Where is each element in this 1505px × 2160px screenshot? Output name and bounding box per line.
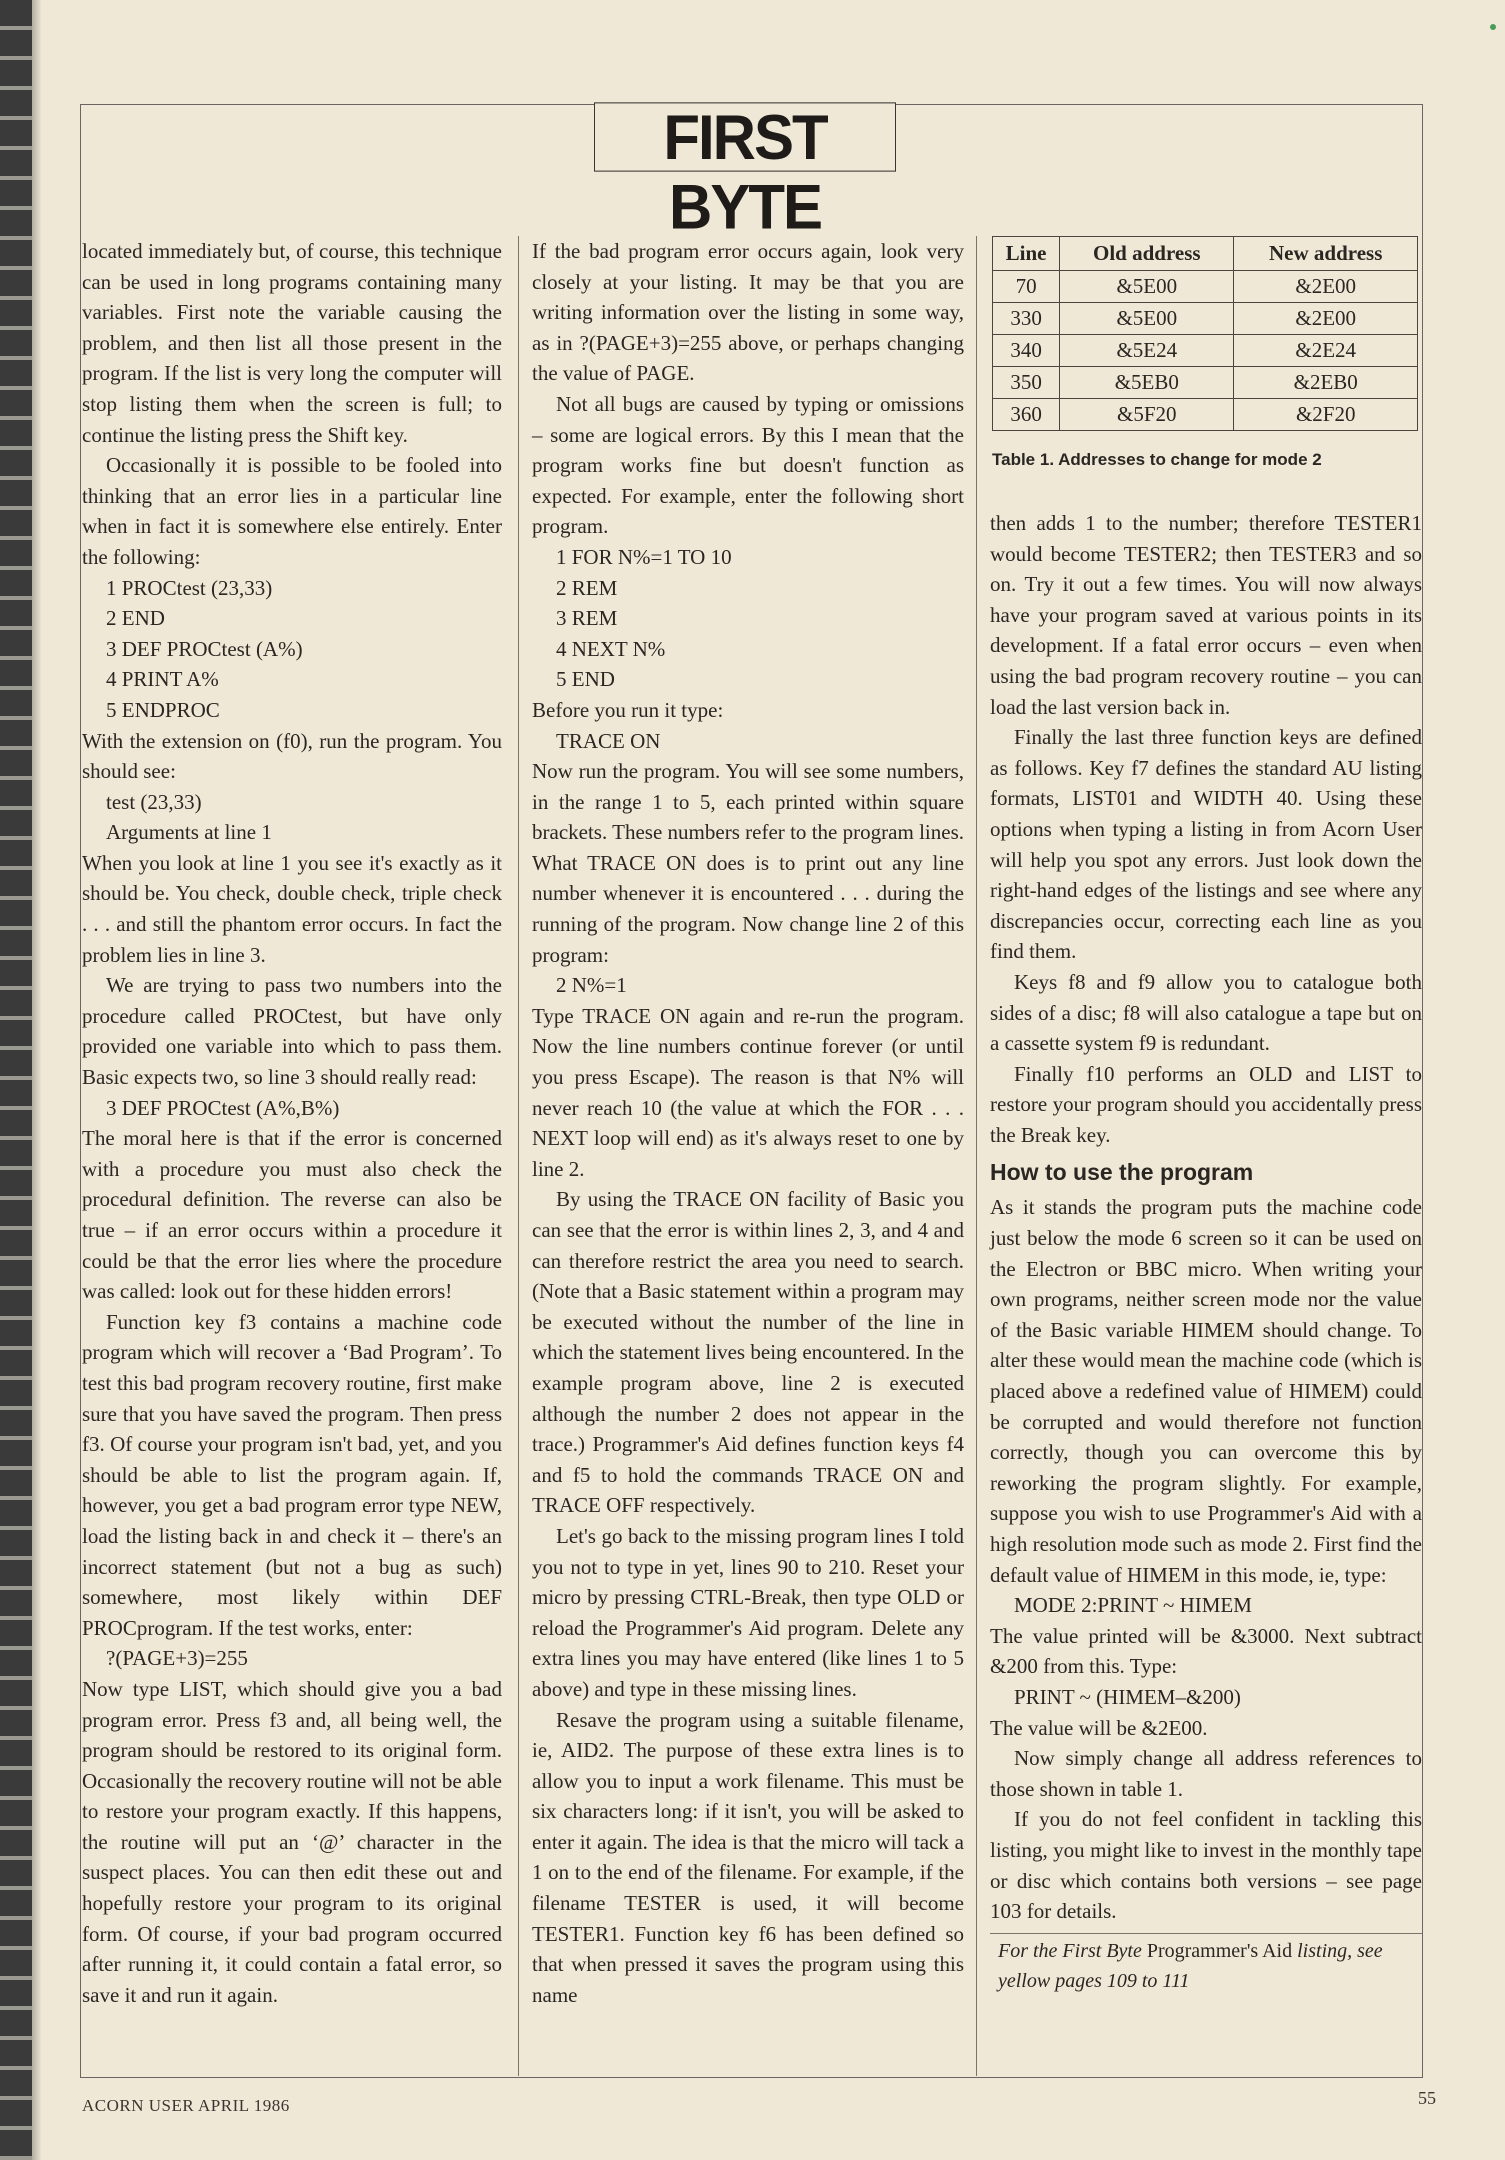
- code-line: 3 REM: [556, 606, 618, 631]
- article-column-3: [990, 508, 1422, 1996]
- listing-footnote: [998, 1936, 1422, 1996]
- table-cell: &5EB0: [1060, 367, 1234, 399]
- paragraph: Resave the program using a suitable filename, ie, AID2. The purpose of these extra lines is to allow you to input a work filename. This must be six characters long: if it isn't, you will be asked to enter it again. The idea is that the micro will tack a 1 on to the end of the filename. For example, if the filename TESTER is used, it will become TESTER1. Function key f6 has been defined so that when pressed it saves the program using this name: [532, 1707, 964, 2007]
- code-line: 3 DEF PROCtest (A%,B%): [106, 1095, 340, 1120]
- code-line: test (23,33): [106, 789, 202, 814]
- paragraph: Now run the program. You will see some numbers, in the range 1 to 5, each printed within square brackets. These numbers refer to the program lines. What TRACE ON does is to print out any line number whenever it is encountered . . . during the running of the program. Now change line 2 of this program:: [532, 759, 964, 967]
- footnote-part: listing, see yellow pages 109 to 111: [998, 1939, 1383, 1992]
- paragraph: We are trying to pass two numbers into the procedure called PROCtest, but have only provided one variable into which to pass them. Basic expects two, so line 3 should really read:: [82, 973, 502, 1090]
- footnote-part: For the First Byte: [998, 1939, 1147, 1962]
- table-cell: &5E24: [1060, 335, 1234, 367]
- paragraph: Function key f3 contains a machine code program which will recover a ‘Bad Program’. To test this bad program recovery routine, first make sure that you have saved the program. Then press f3. Of course your program isn't bad, yet, and you should be able to list the program again. If, however, you get a bad program error type NEW, load the listing back in and check it – there's an incorrect statement (but not a bug as such) somewhere, most likely within DEF PROCprogram. If the test works, enter:: [82, 1309, 502, 1640]
- code-line: Arguments at line 1: [106, 820, 272, 845]
- paragraph: If the bad program error occurs again, look very closely at your listing. It may be that you are writing information over the listing in some way, as in ?(PAGE+3)=255 above, or perhaps changing the value of PAGE.: [532, 239, 964, 386]
- paragraph: Type TRACE ON again and re-run the program. Now the line numbers continue forever (or until you press Escape). The reason is that N% will never reach 10 (the value at which the FOR . . . NEXT loop will end) as it's always reset to one by line 2.: [532, 1003, 964, 1181]
- paragraph: located immediately but, of course, this technique can be used in long programs containing many variables. First note the variable causing the problem, and then list all those present in the program. If the list is very long the computer will stop listing them when the screen is full; to continue the listing press the Shift key.: [82, 239, 502, 447]
- code-line: 3 DEF PROCtest (A%): [106, 636, 303, 661]
- paragraph: Keys f8 and f9 allow you to catalogue both sides of a disc; f8 will also catalogue a tape but on a cassette system f9 is redundant.: [990, 969, 1422, 1056]
- code-line: 5 END: [556, 667, 615, 692]
- paragraph: The value printed will be &3000. Next subtract &200 from this. Type:: [990, 1623, 1422, 1679]
- corner-mark: [1490, 24, 1496, 30]
- column-3-body: [990, 508, 1422, 1927]
- code-line: ?(PAGE+3)=255: [106, 1646, 248, 1671]
- code-line: PRINT ~ (HIMEM–&200): [1014, 1684, 1241, 1709]
- address-table: [992, 236, 1418, 431]
- code-line: 5 ENDPROC: [106, 697, 220, 722]
- paragraph: Now simply change all address references to those shown in table 1.: [990, 1746, 1422, 1801]
- table-row: [993, 335, 1418, 367]
- table-cell: &2EB0: [1234, 367, 1418, 399]
- table-cell: 70: [993, 271, 1060, 303]
- footnote-divider: [990, 1933, 1422, 1934]
- table-cell: 330: [993, 303, 1060, 335]
- paragraph: As it stands the program puts the machine code just below the mode 6 screen so it can be used on the Electron or BBC micro. When writing your own programs, neither screen mode nor the value of the Basic variable HIMEM should change. To alter these would mean the machine code (which is placed above a redefined value of HIMEM) could be corrupted and would therefore not function correctly, though you can overcome this by reworking the program slightly. For example, suppose you wish to use Programmer's Aid with a high resolution mode such as mode 2. First find the default value of HIMEM in this mode, ie, type:: [990, 1195, 1422, 1587]
- page-number: 55: [1418, 2088, 1436, 2108]
- table-cell: 360: [993, 399, 1060, 431]
- table-header-cell: Old address: [1060, 237, 1234, 271]
- article-column-2: [532, 236, 964, 2010]
- paragraph: The moral here is that if the error is concerned with a procedure you must also check the procedural definition. The reverse can also be true – if an error occurs within a procedure it could be that the error lies where the procedure was called: look out for these hidden errors!: [82, 1126, 502, 1304]
- table-row: [993, 399, 1418, 431]
- table-row: [993, 271, 1418, 303]
- code-line: 2 N%=1: [556, 973, 627, 998]
- section-heading: How to use the program: [990, 1159, 1254, 1186]
- paragraph: Now type LIST, which should give you a bad program error. Press f3 and, all being well, the program should be restored to its original form. Occasionally the recovery routine will not be able to restore your program exactly. If this happens, the routine will put an ‘@’ character in the suspect places. You can then edit these out and hopefully restore your program to its original form. Of course, if your bad program occurred after running it, it could contain a fatal error, so save it and run it again.: [82, 1676, 502, 2007]
- paragraph: If you do not feel confident in tackling this listing, you might like to invest in the monthly tape or disc which contains both versions – see page 103 for details.: [990, 1807, 1422, 1924]
- table-cell: &2F20: [1234, 399, 1418, 431]
- paragraph: Finally f10 performs an OLD and LIST to restore your program should you accidentally press the Break key.: [990, 1061, 1422, 1147]
- table-cell: &2E00: [1234, 271, 1418, 303]
- table-cell: &2E00: [1234, 303, 1418, 335]
- paragraph: Not all bugs are caused by typing or omissions – some are logical errors. By this I mean that the program works fine but doesn't function as expected. For example, enter the following short program.: [532, 391, 964, 539]
- column-divider: [518, 236, 519, 2076]
- paragraph: Before you run it type:: [532, 697, 724, 722]
- column-divider: [976, 236, 977, 2076]
- code-line: 1 FOR N%=1 TO 10: [556, 544, 732, 569]
- paragraph: By using the TRACE ON facility of Basic you can see that the error is within lines 2, 3, and 4 and can therefore restrict the area you need to search. (Note that a Basic statement within a program may be executed without the number of the line in which the statement lives being encountered. In the example program above, line 2 is executed although the number 2 does not appear in the trace.) Programmer's Aid defines function keys f4 and f5 to hold the commands TRACE ON and TRACE OFF respectively.: [532, 1187, 964, 1518]
- page-binding-edge: [0, 0, 32, 2160]
- paragraph: Let's go back to the missing program lines I told you not to type in yet, lines 90 to 210. Reset your micro by pressing CTRL-Break, then type OLD or reload the Programmer's Aid program. Delete any extra lines you may have entered (like lines 1 to 5 above) and type in these missing lines.: [532, 1523, 964, 1701]
- code-line: 2 END: [106, 606, 165, 631]
- paragraph: Occasionally it is possible to be fooled into thinking that an error lies in a particular line when in fact it is somewhere else entirely. Enter the following:: [82, 453, 502, 569]
- paragraph: The value will be &2E00.: [990, 1715, 1208, 1740]
- table-cell: &5E00: [1060, 271, 1234, 303]
- table-cell: &5F20: [1060, 399, 1234, 431]
- code-line: 4 NEXT N%: [556, 636, 666, 661]
- table-header-cell: Line: [993, 237, 1060, 271]
- footnote-part: Programmer's Aid: [1146, 1939, 1293, 1962]
- table-header-row: [993, 237, 1418, 271]
- code-line: TRACE ON: [556, 728, 661, 753]
- paragraph: Finally the last three function keys are defined as follows. Key f7 defines the standard AU listing formats, LIST01 and WIDTH 40. Using these options when typing a listing in from Acorn User will help you spot any errors. Just look down the right-hand edges of the listings and see where any discrepancies occur, correcting each line as you find them.: [990, 725, 1422, 964]
- table-row: [993, 303, 1418, 335]
- table-cell: &2E24: [1234, 335, 1418, 367]
- table-cell: &5E00: [1060, 303, 1234, 335]
- table-header-cell: New address: [1234, 237, 1418, 271]
- paragraph: then adds 1 to the number; therefore TESTER1 would become TESTER2; then TESTER3 and so on. Try it out a few times. You will now always have your program saved at various points in its development. If a fatal error occurs – even when using the bad program recovery routine – you can load the last version back in.: [990, 511, 1422, 719]
- table-caption: Table 1. Addresses to change for mode 2: [992, 450, 1322, 469]
- article-column-1: [82, 236, 502, 2010]
- table-cell: 340: [993, 335, 1060, 367]
- paragraph: When you look at line 1 you see it's exactly as it should be. You check, double check, triple check . . . and still the phantom error occurs. In fact the problem lies in line 3.: [82, 850, 502, 967]
- code-line: 4 PRINT A%: [106, 667, 219, 692]
- paragraph: With the extension on (f0), run the program. You should see:: [82, 728, 502, 784]
- code-line: MODE 2:PRINT ~ HIMEM: [1014, 1593, 1252, 1618]
- table-row: [993, 367, 1418, 399]
- page-title: FIRST BYTE: [594, 102, 896, 171]
- magazine-footer: ACORN USER APRIL 1986: [82, 2096, 290, 2115]
- table-cell: 350: [993, 367, 1060, 399]
- code-line: 2 REM: [556, 575, 618, 600]
- code-line: 1 PROCtest (23,33): [106, 575, 273, 600]
